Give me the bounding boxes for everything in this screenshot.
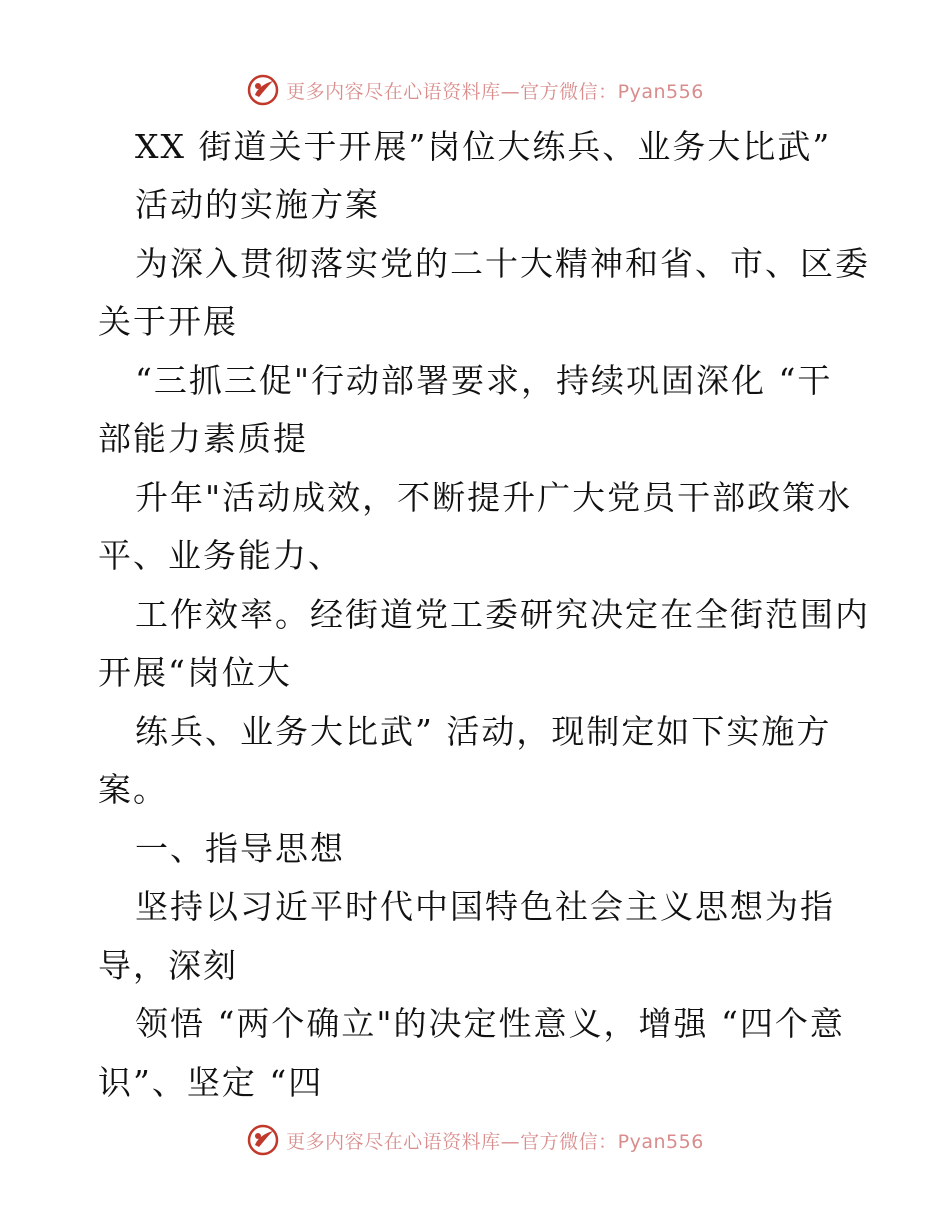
header-watermark — [0, 70, 950, 110]
paragraph-line: 工作效率。经街道党工委研究决定在全街范围内 — [135, 595, 870, 634]
paragraph-line: 坚持以习近平时代中国特色社会主义思想为指 — [135, 887, 835, 926]
paragraph-line: 升年"活动成效，不断提升广大党员干部政策水 — [135, 478, 853, 517]
section-heading: 一、指导思想 — [135, 829, 345, 868]
watermark-text: 更多内容尽在心语资料库—官方微信：Pyan556 — [286, 1130, 704, 1153]
paragraph-line: 领悟 “两个确立"的决定性意义，增强 “四个意 — [135, 1004, 845, 1043]
paragraph-line: 案。 — [98, 770, 168, 809]
paragraph-line: 导，深刻 — [98, 946, 238, 985]
logo-icon — [246, 73, 280, 107]
paragraph-line: “三抓三促"行动部署要求，持续巩固深化 “干 — [135, 361, 833, 400]
paragraph-line: 为深入贯彻落实党的二十大精神和省、市、区委 — [135, 244, 870, 283]
paragraph-line: 关于开展 — [98, 302, 238, 341]
watermark-text: 更多内容尽在心语资料库—官方微信：Pyan556 — [286, 80, 704, 103]
footer-watermark — [0, 1120, 950, 1160]
paragraph-line: 部能力素质提 — [98, 419, 308, 458]
paragraph-line: 识”、坚定 “四 — [98, 1063, 324, 1102]
paragraph-line: 练兵、业务大比武” 活动，现制定如下实施方 — [135, 712, 832, 751]
doc-title-line-1: XX 街道关于开展”岗位大练兵、业务大比武” — [135, 127, 832, 166]
logo-icon — [246, 1123, 280, 1157]
doc-title-line-2: 活动的实施方案 — [135, 185, 380, 224]
paragraph-line: 开展“岗位大 — [98, 653, 292, 692]
paragraph-line: 平、业务能力、 — [98, 536, 343, 575]
